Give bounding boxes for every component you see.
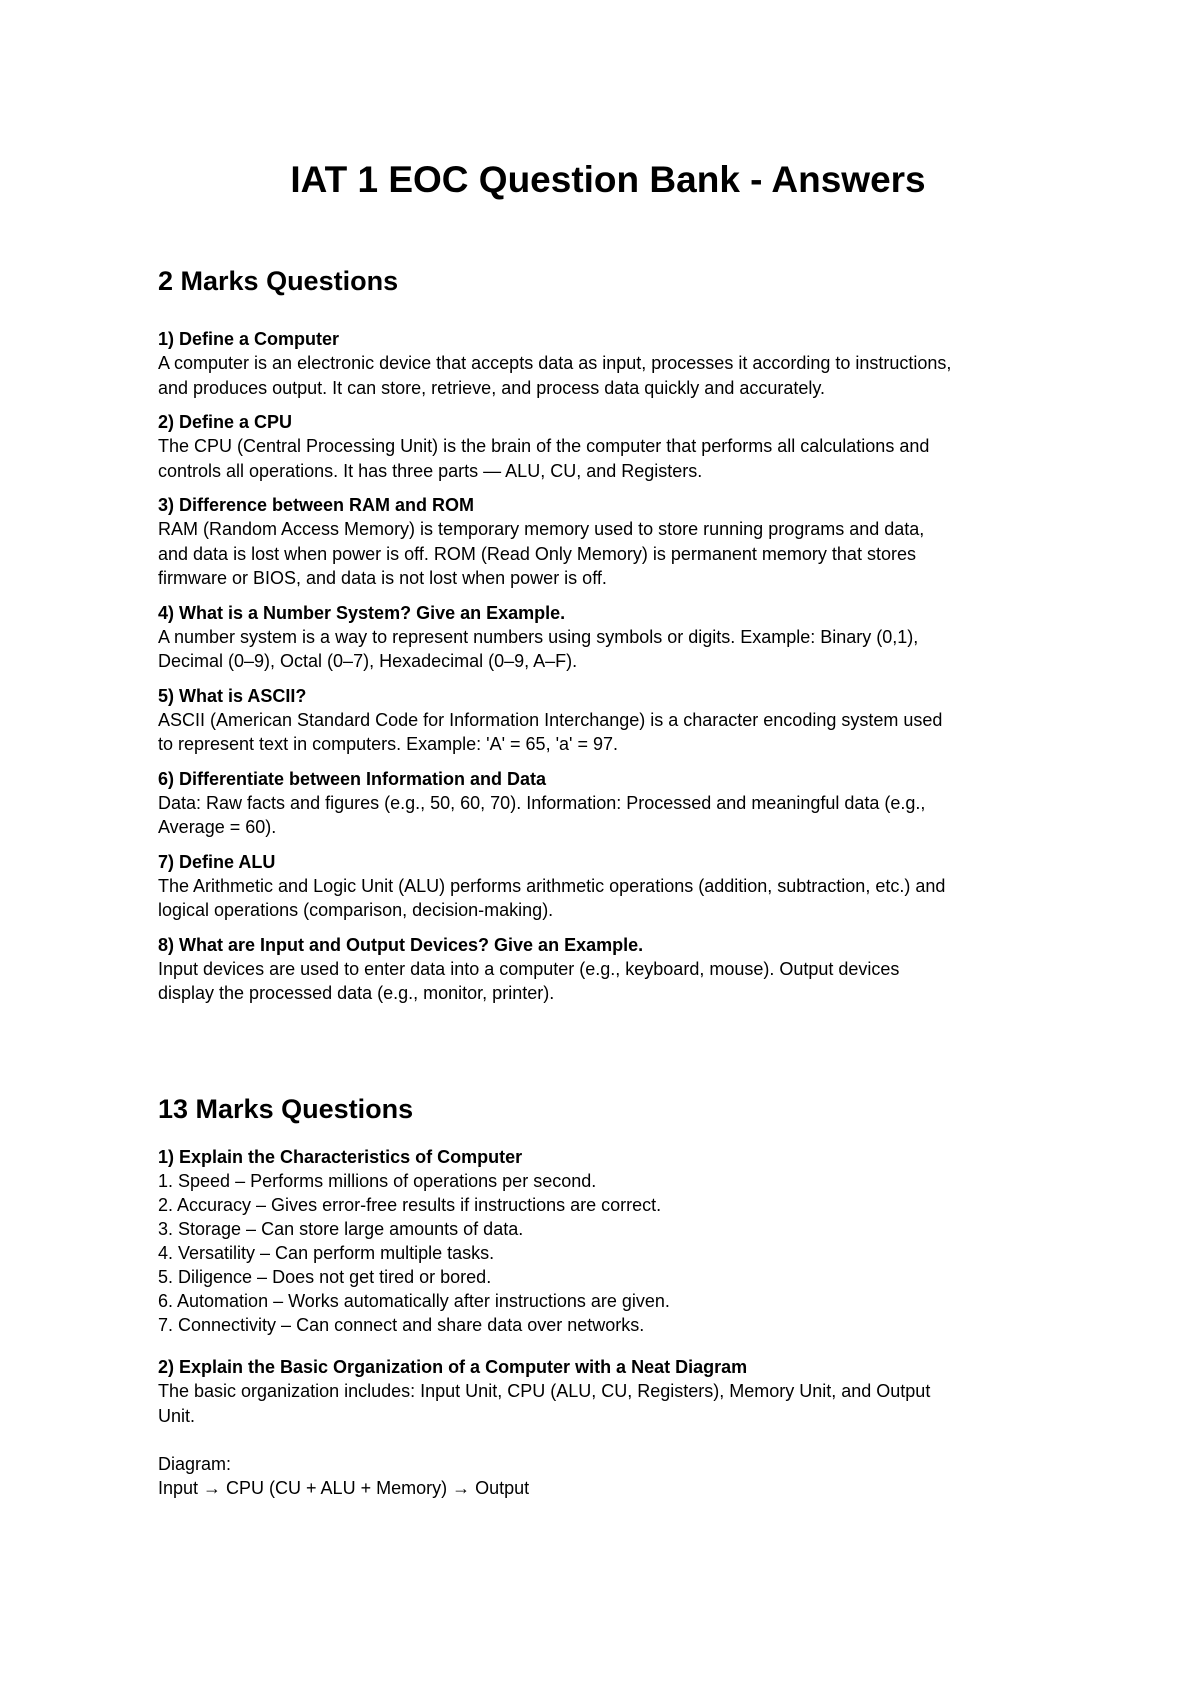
- question-answer: The basic organization includes: Input Unit, CPU (ALU, CU, Registers), Memory Unit, and Output Unit.: [158, 1381, 931, 1426]
- list-item: 3. Storage – Can store large amounts of data.: [158, 1219, 524, 1239]
- question-title: 4) What is a Number System? Give an Example.: [158, 602, 566, 623]
- question-title: 6) Differentiate between Information and Data: [158, 768, 547, 789]
- question-block: [158, 767, 1058, 840]
- question-block: [158, 1355, 1058, 1500]
- question-title: 1) Define a Computer: [158, 329, 340, 349]
- section-13-marks: [158, 1093, 1058, 1500]
- question-block: [158, 933, 1058, 1006]
- question-answer: A number system is a way to represent numbers using symbols or digits. Example: Binary (0,1), Decimal (0–9), Octal (0–7), Hexadecimal (0–9, A–F).: [158, 626, 919, 671]
- page-title: IAT 1 EOC Question Bank - Answers: [290, 159, 926, 200]
- list-item: 4. Versatility – Can perform multiple tasks.: [158, 1243, 495, 1263]
- question-block: [158, 850, 1058, 923]
- section-heading: 2 Marks Questions: [158, 266, 399, 296]
- question-answer: Data: Raw facts and figures (e.g., 50, 60, 70). Information: Processed and meaningful data (e.g., Average = 60).: [158, 792, 926, 837]
- question-title: 3) Difference between RAM and ROM: [158, 495, 475, 515]
- question-title: 7) Define ALU: [158, 851, 276, 872]
- question-block: [158, 684, 1058, 757]
- question-answer: The Arithmetic and Logic Unit (ALU) performs arithmetic operations (addition, subtraction, etc.) and logical operations (comparison, decision-making).: [158, 875, 946, 920]
- question-title: 8) What are Input and Output Devices? Give an Example.: [158, 934, 644, 955]
- question-block: [158, 1145, 1058, 1337]
- list-item: 6. Automation – Works automatically after instructions are given.: [158, 1291, 670, 1311]
- question-block: [158, 327, 1058, 400]
- list-item: 5. Diligence – Does not get tired or bored.: [158, 1267, 492, 1287]
- question-answer: The CPU (Central Processing Unit) is the brain of the computer that performs all calculations and controls all operations. It has three parts — ALU, CU, and Registers.: [158, 436, 930, 481]
- diagram-text: Input → CPU (CU + ALU + Memory) → Output: [158, 1478, 530, 1498]
- question-block: [158, 493, 1058, 591]
- list-item: 1. Speed – Performs millions of operations per second.: [158, 1171, 597, 1191]
- question-block: [158, 410, 1058, 483]
- question-block: [158, 601, 1058, 674]
- question-answer: A computer is an electronic device that accepts data as input, processes it according to instructions, and produces output. It can store, retrieve, and process data quickly and accurately.: [158, 353, 952, 398]
- question-answer: RAM (Random Access Memory) is temporary memory used to store running programs and data, and data is lost when power is off. ROM (Read Only Memory) is permanent memory that stores firmware or BIOS, and data is not lost when power is off.: [158, 519, 925, 588]
- section-2-marks: [158, 265, 1058, 1006]
- diagram-label: Diagram:: [158, 1454, 232, 1474]
- list-item: 7. Connectivity – Can connect and share data over networks.: [158, 1315, 645, 1335]
- question-title: 2) Define a CPU: [158, 412, 293, 432]
- question-answer: Input devices are used to enter data into a computer (e.g., keyboard, mouse). Output devices display the processed data (e.g., monitor, printer).: [158, 958, 900, 1003]
- question-answer: ASCII (American Standard Code for Information Interchange) is a character encoding system used to represent text in computers. Example: 'A' = 65, 'a' = 97.: [158, 709, 943, 754]
- list-item: 2. Accuracy – Gives error-free results if instructions are correct.: [158, 1195, 662, 1215]
- section-heading: 13 Marks Questions: [158, 1094, 414, 1124]
- question-title: 2) Explain the Basic Organization of a Computer with a Neat Diagram: [158, 1357, 748, 1377]
- question-title: 1) Explain the Characteristics of Computer: [158, 1147, 523, 1167]
- question-title: 5) What is ASCII?: [158, 685, 307, 706]
